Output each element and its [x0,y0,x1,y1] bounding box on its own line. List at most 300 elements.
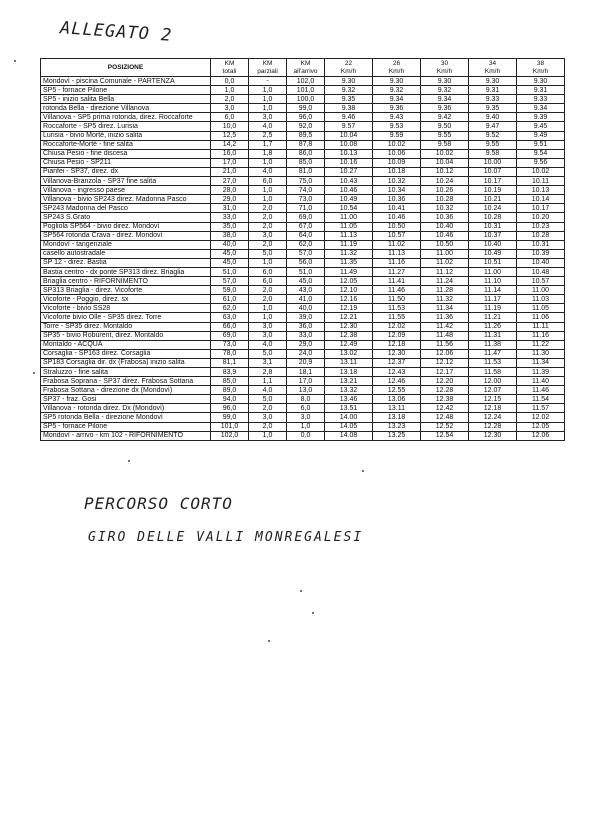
time-34-cell: 12.00 [469,377,517,386]
time-34-cell: 9.30 [469,77,517,86]
time-30-cell: 11.24 [421,277,469,286]
km-total-cell: 69,0 [211,331,249,340]
time-22-cell: 9.35 [325,95,373,104]
scan-speck [14,60,16,62]
time-34-cell: 12.18 [469,404,517,413]
time-26-cell: 9.32 [373,86,421,95]
table-row [41,222,565,231]
table-row [41,186,565,195]
time-22-cell: 10.27 [325,167,373,176]
km-total-cell: 94,0 [211,395,249,404]
time-22-cell: 13.02 [325,349,373,358]
time-34-cell: 11.00 [469,267,517,276]
time-26-cell: 12.43 [373,368,421,377]
time-38-cell: 10.40 [517,258,565,267]
time-30-cell: 9.50 [421,122,469,131]
time-38-cell: 11.54 [517,395,565,404]
table-row [41,140,565,149]
header-km-total [211,59,249,77]
time-30-cell: 9.32 [421,86,469,95]
table-row [41,286,565,295]
km-total-cell: 101,0 [211,422,249,431]
position-cell: SP35 - bivio Roburent, direz. Montaldo [41,331,211,340]
time-30-cell: 10.02 [421,149,469,158]
position-cell: Montaldo - ACQUA [41,340,211,349]
header-km-total-line1: KM [224,60,235,68]
km-total-cell: 102,0 [211,431,249,440]
time-22-cell: 14.08 [325,431,373,440]
time-26-cell: 9.43 [373,113,421,122]
time-34-cell: 10.19 [469,186,517,195]
position-cell: Vicoforte - Poggio, direz. sx [41,295,211,304]
position-cell: SP243 S.Grato [41,213,211,222]
position-cell: SP564 rotonda Crava - direz. Mondovì [41,231,211,240]
time-30-cell: 10.40 [421,222,469,231]
table-row [41,386,565,395]
time-22-cell: 9.38 [325,104,373,113]
time-38-cell: 11.05 [517,304,565,313]
time-22-cell: 10.43 [325,177,373,186]
time-26-cell: 11.55 [373,313,421,322]
position-cell: SP313 Briaglia - direz. Vicoforte [41,286,211,295]
time-30-cell: 12.28 [421,386,469,395]
position-cell: Roccaforte - SP5 direz. Lurisia [41,122,211,131]
position-cell: Villanova-Branzola - SP37 fine salita [41,177,211,186]
time-38-cell: 11.39 [517,368,565,377]
time-22-cell: 12.21 [325,313,373,322]
km-partial-cell: 1,0 [249,195,287,204]
table-row [41,113,565,122]
header-km-partial-line2: parziali [257,67,278,75]
header-position: POSIZIONE [41,59,211,77]
km-arrival-cell: 102,0 [287,77,325,86]
time-38-cell: 10.23 [517,222,565,231]
position-cell: Mondovì - piscina Comunale - PARTENZA [41,77,211,86]
header-speed-unit: Km/h [388,67,405,75]
km-partial-cell: 1,0 [249,258,287,267]
km-partial-cell: 5,0 [249,349,287,358]
position-cell: Straluzzo - fine salita [41,368,211,377]
km-total-cell: 6,0 [211,113,249,122]
time-30-cell: 9.34 [421,95,469,104]
time-30-cell: 12.52 [421,422,469,431]
km-partial-cell: 2,0 [249,422,287,431]
time-38-cell: 11.30 [517,349,565,358]
km-total-cell: 61,0 [211,295,249,304]
km-partial-cell: 5,0 [249,249,287,258]
header-speed-value: 38 [536,60,545,68]
time-34-cell: 9.31 [469,86,517,95]
time-30-cell: 9.42 [421,113,469,122]
header-speed-unit: Km/h [340,67,357,75]
position-cell: Mondovì - tangenziale [41,240,211,249]
table-row [41,331,565,340]
time-34-cell: 9.55 [469,140,517,149]
scan-speck [300,590,302,592]
time-22-cell: 9.57 [325,122,373,131]
position-cell: Frabosa Soprana - SP37 direz. Frabosa Sottana [41,377,211,386]
header-speed-30 [421,59,469,77]
table-row [41,195,565,204]
time-30-cell: 12.42 [421,404,469,413]
time-34-cell: 10.17 [469,177,517,186]
time-38-cell: 11.11 [517,322,565,331]
km-partial-cell: 4,0 [249,167,287,176]
time-22-cell: 9.32 [325,86,373,95]
time-34-cell: 10.21 [469,195,517,204]
time-34-cell: 9.33 [469,95,517,104]
km-total-cell: 2,0 [211,95,249,104]
header-speed-26 [373,59,421,77]
km-arrival-cell: 17,0 [287,377,325,386]
time-30-cell: 12.12 [421,358,469,367]
time-34-cell: 11.21 [469,313,517,322]
header-km-arrival-line1: KM [300,60,311,68]
header-speed-value: 30 [440,60,449,68]
position-cell: Villanova - SP5 prima rotonda, direz. Roccaforte [41,113,211,122]
position-cell: Vicoforte - bivio SS28 [41,304,211,313]
position-cell: Pogliola SP564 - bivio direz. Mondovì [41,222,211,231]
km-arrival-cell: 20,9 [287,358,325,367]
km-total-cell: 81,1 [211,358,249,367]
km-total-cell: 63,0 [211,313,249,322]
time-26-cell: 9.53 [373,122,421,131]
time-26-cell: 10.06 [373,149,421,158]
time-34-cell: 10.37 [469,231,517,240]
time-26-cell: 10.36 [373,195,421,204]
time-30-cell: 9.55 [421,131,469,140]
time-26-cell: 13.06 [373,395,421,404]
km-total-cell: 28,0 [211,186,249,195]
km-partial-cell: 2,0 [249,240,287,249]
table-row [41,258,565,267]
km-partial-cell: 2,0 [249,222,287,231]
km-partial-cell: 6,0 [249,267,287,276]
table-row [41,431,565,440]
table-row [41,404,565,413]
time-34-cell: 10.28 [469,213,517,222]
time-30-cell: 11.34 [421,304,469,313]
header-km-arrival-line2: all'arrivo [293,67,318,75]
km-arrival-cell: 92,0 [287,122,325,131]
time-38-cell: 11.22 [517,340,565,349]
table-row [41,95,565,104]
km-total-cell: 35,0 [211,222,249,231]
time-26-cell: 9.30 [373,77,421,86]
km-arrival-cell: 41,0 [287,295,325,304]
km-arrival-cell: 43,0 [287,286,325,295]
timetable [40,58,565,441]
km-total-cell: 59,0 [211,286,249,295]
time-38-cell: 9.45 [517,122,565,131]
position-cell: SP5 rotonda Bella - direzione Mondovì [41,413,211,422]
km-arrival-cell: 36,0 [287,322,325,331]
table-row [41,104,565,113]
km-partial-cell: 1,8 [249,149,287,158]
position-cell: Bastia centro - dx ponte SP313 direz. Briaglia [41,267,211,276]
km-total-cell: 96,0 [211,404,249,413]
position-cell: Villanova - ingresso paese [41,186,211,195]
time-34-cell: 10.24 [469,204,517,213]
time-34-cell: 10.40 [469,240,517,249]
time-26-cell: 13.18 [373,413,421,422]
table-row [41,158,565,167]
time-38-cell: 11.46 [517,386,565,395]
position-cell: SP5 - fornace Pilone [41,422,211,431]
km-arrival-cell: 86,0 [287,149,325,158]
time-34-cell: 10.51 [469,258,517,267]
km-arrival-cell: 18,1 [287,368,325,377]
header-speed-22 [325,59,373,77]
km-total-cell: 10,0 [211,122,249,131]
table-row [41,377,565,386]
header-speed-unit: Km/h [436,67,453,75]
time-34-cell: 12.30 [469,431,517,440]
time-22-cell: 9.30 [325,77,373,86]
time-34-cell: 12.24 [469,413,517,422]
km-arrival-cell: 101,0 [287,86,325,95]
km-total-cell: 51,0 [211,267,249,276]
time-22-cell: 13.18 [325,368,373,377]
km-arrival-cell: 85,0 [287,158,325,167]
km-partial-cell: 4,0 [249,122,287,131]
route-type-handwritten-label: PERCORSO CORTO [84,494,233,513]
time-34-cell: 10.07 [469,167,517,176]
km-arrival-cell: 87,8 [287,140,325,149]
timetable-body [41,77,565,441]
km-arrival-cell: 51,0 [287,267,325,276]
time-26-cell: 12.55 [373,386,421,395]
time-38-cell: 9.39 [517,113,565,122]
km-total-cell: 40,0 [211,240,249,249]
time-26-cell: 11.50 [373,295,421,304]
time-26-cell: 9.59 [373,131,421,140]
km-arrival-cell: 3,0 [287,413,325,422]
km-arrival-cell: 8,0 [287,395,325,404]
time-26-cell: 9.34 [373,95,421,104]
km-partial-cell: 1,0 [249,86,287,95]
km-partial-cell: 2,0 [249,204,287,213]
time-26-cell: 11.46 [373,286,421,295]
time-30-cell: 12.17 [421,368,469,377]
position-cell: Chiusa Pesio - fine discesa [41,149,211,158]
position-cell: Villanova - rotonda direz. Dx (Mondovì) [41,404,211,413]
time-30-cell: 12.48 [421,413,469,422]
time-34-cell: 11.58 [469,368,517,377]
header-speed-value: 34 [488,60,497,68]
km-total-cell: 38,0 [211,231,249,240]
km-total-cell: 3,0 [211,104,249,113]
time-22-cell: 11.19 [325,240,373,249]
time-38-cell: 10.13 [517,186,565,195]
table-row [41,249,565,258]
time-30-cell: 10.12 [421,167,469,176]
km-total-cell: 78,0 [211,349,249,358]
position-cell: Pianfei - SP37, direz. dx [41,167,211,176]
time-38-cell: 11.03 [517,295,565,304]
time-22-cell: 14.00 [325,413,373,422]
scan-speck [362,470,364,472]
time-34-cell: 10.49 [469,249,517,258]
time-22-cell: 12.10 [325,286,373,295]
time-22-cell: 12.30 [325,322,373,331]
time-38-cell: 11.00 [517,286,565,295]
table-row [41,368,565,377]
time-30-cell: 12.06 [421,349,469,358]
km-total-cell: 31,0 [211,204,249,213]
km-arrival-cell: 56,0 [287,258,325,267]
km-arrival-cell: 57,0 [287,249,325,258]
time-34-cell: 11.14 [469,286,517,295]
time-30-cell: 11.42 [421,322,469,331]
header-speed-unit: Km/h [532,67,549,75]
km-partial-cell: 4,0 [249,386,287,395]
time-38-cell: 10.31 [517,240,565,249]
time-30-cell: 9.36 [421,104,469,113]
time-34-cell: 12.15 [469,395,517,404]
time-34-cell: 10.00 [469,158,517,167]
km-total-cell: 45,0 [211,258,249,267]
table-row [41,177,565,186]
time-34-cell: 11.31 [469,331,517,340]
table-row [41,231,565,240]
time-22-cell: 12.05 [325,277,373,286]
time-30-cell: 11.12 [421,267,469,276]
time-34-cell: 9.52 [469,131,517,140]
km-arrival-cell: 29,0 [287,340,325,349]
time-38-cell: 10.02 [517,167,565,176]
km-partial-cell: 1,0 [249,104,287,113]
time-22-cell: 10.54 [325,204,373,213]
time-26-cell: 13.25 [373,431,421,440]
table-row [41,313,565,322]
time-34-cell: 11.10 [469,277,517,286]
time-30-cell: 10.04 [421,158,469,167]
time-22-cell: 13.46 [325,395,373,404]
km-arrival-cell: 40,0 [287,304,325,313]
time-26-cell: 10.18 [373,167,421,176]
km-total-cell: 66,0 [211,322,249,331]
km-arrival-cell: 33,0 [287,331,325,340]
header-km-partial-line1: KM [262,60,273,68]
time-22-cell: 12.38 [325,331,373,340]
km-arrival-cell: 74,0 [287,186,325,195]
time-22-cell: 14.05 [325,422,373,431]
km-total-cell: 99,0 [211,413,249,422]
time-38-cell: 10.17 [517,204,565,213]
time-30-cell: 10.36 [421,213,469,222]
header-km-arrival [287,59,325,77]
km-total-cell: 21,0 [211,167,249,176]
km-arrival-cell: 39,0 [287,313,325,322]
time-26-cell: 10.57 [373,231,421,240]
time-22-cell: 11.05 [325,222,373,231]
table-row [41,304,565,313]
table-row [41,322,565,331]
time-30-cell: 11.00 [421,249,469,258]
time-22-cell: 9.46 [325,113,373,122]
position-cell: SP183 Corsaglia dir. dx (Frabosa) inizio salita [41,358,211,367]
time-26-cell: 12.18 [373,340,421,349]
time-38-cell: 10.20 [517,213,565,222]
position-cell: rotonda Bella - direzione Villanova [41,104,211,113]
time-30-cell: 11.32 [421,295,469,304]
time-22-cell: 12.16 [325,295,373,304]
table-row [41,395,565,404]
header-speed-value: 26 [392,60,401,68]
table-row [41,349,565,358]
time-34-cell: 12.07 [469,386,517,395]
time-26-cell: 10.34 [373,186,421,195]
km-total-cell: 33,0 [211,213,249,222]
table-row [41,122,565,131]
time-30-cell: 12.38 [421,395,469,404]
time-22-cell: 10.49 [325,195,373,204]
time-26-cell: 11.27 [373,267,421,276]
km-partial-cell: 6,0 [249,177,287,186]
time-26-cell: 13.11 [373,404,421,413]
time-30-cell: 10.32 [421,204,469,213]
km-arrival-cell: 73,0 [287,195,325,204]
scan-speck [128,460,130,462]
km-partial-cell: 3,0 [249,331,287,340]
km-partial-cell: 6,0 [249,277,287,286]
time-38-cell: 10.57 [517,277,565,286]
km-total-cell: 29,0 [211,195,249,204]
km-arrival-cell: 89,5 [287,131,325,140]
time-34-cell: 9.58 [469,149,517,158]
time-26-cell: 13.23 [373,422,421,431]
km-partial-cell: 2,8 [249,368,287,377]
time-34-cell: 11.47 [469,349,517,358]
km-total-cell: 16,0 [211,149,249,158]
time-22-cell: 13.51 [325,404,373,413]
km-partial-cell: 3,0 [249,413,287,422]
km-partial-cell: 4,0 [249,340,287,349]
time-30-cell: 9.30 [421,77,469,86]
time-26-cell: 10.09 [373,158,421,167]
scan-speck [312,612,314,614]
table-row [41,240,565,249]
km-arrival-cell: 13,0 [287,386,325,395]
time-22-cell: 10.08 [325,140,373,149]
km-partial-cell: 2,0 [249,404,287,413]
km-total-cell: 89,0 [211,386,249,395]
time-34-cell: 9.35 [469,104,517,113]
time-38-cell: 10.14 [517,195,565,204]
position-cell: casello autostradale [41,249,211,258]
time-38-cell: 11.40 [517,377,565,386]
time-38-cell: 10.11 [517,177,565,186]
position-cell: Frabosa Sottana - direzione dx (Mondovì) [41,386,211,395]
time-34-cell: 11.26 [469,322,517,331]
km-total-cell: 85,0 [211,377,249,386]
time-34-cell: 12.28 [469,422,517,431]
position-cell: SP5 - inizio salita Bella [41,95,211,104]
km-arrival-cell: 69,0 [287,213,325,222]
time-38-cell: 11.34 [517,358,565,367]
position-cell: Mondovì - arrivo - km 102 - RIFORNIMENTO [41,431,211,440]
km-partial-cell: 1,0 [249,304,287,313]
km-arrival-cell: 64,0 [287,231,325,240]
km-partial-cell: - [249,77,287,86]
time-38-cell: 9.49 [517,131,565,140]
km-partial-cell: 1,1 [249,377,287,386]
position-cell: Villanova - bivio SP243 direz. Madonna Pasco [41,195,211,204]
time-30-cell: 10.24 [421,177,469,186]
time-30-cell: 12.54 [421,431,469,440]
position-cell: SP5 - fornace Pilone [41,86,211,95]
